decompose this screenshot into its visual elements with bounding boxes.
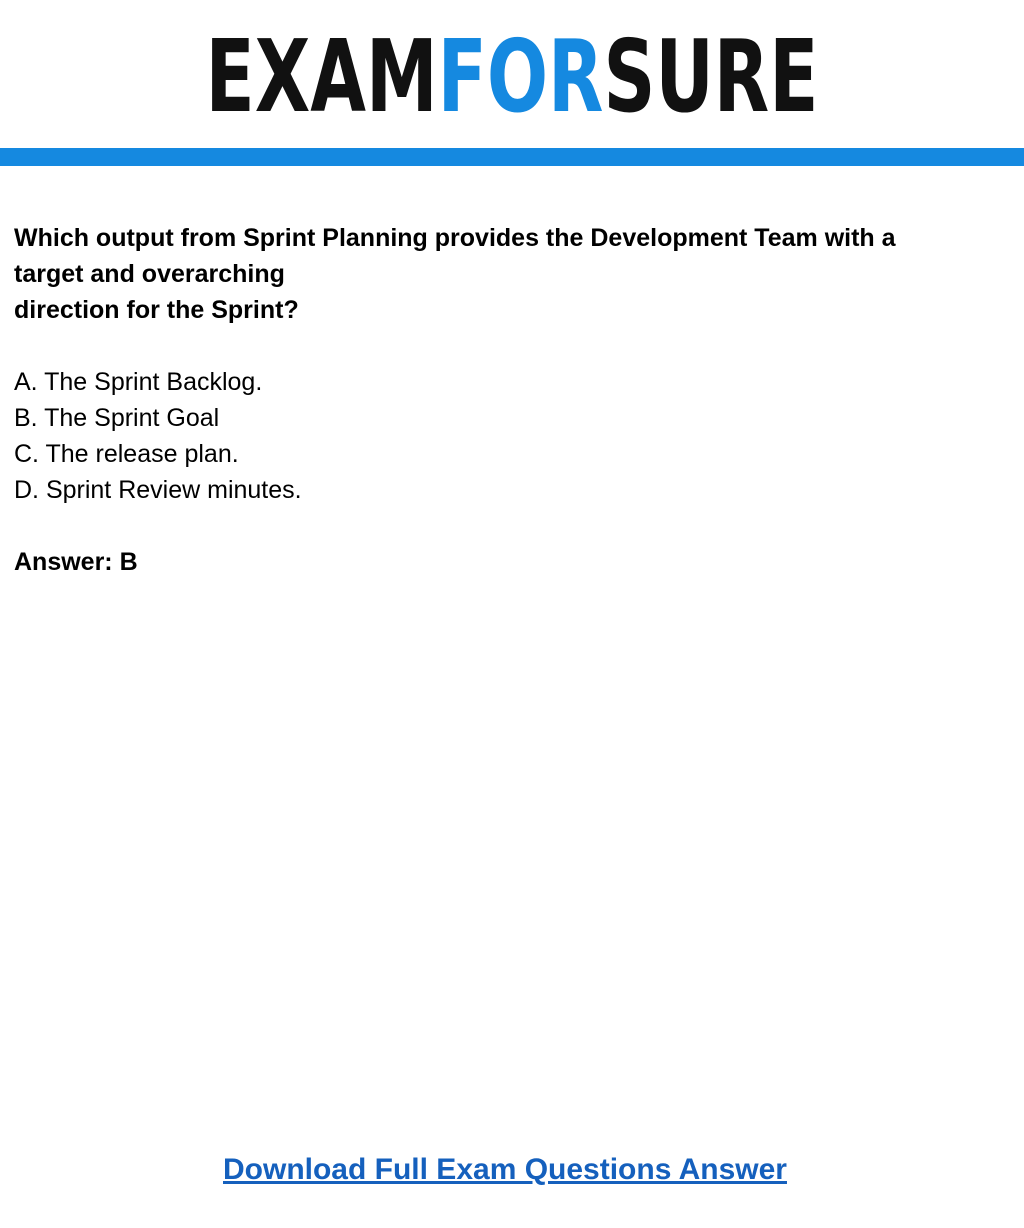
option-d: D. Sprint Review minutes. xyxy=(14,476,302,504)
brand-logo xyxy=(143,18,880,135)
download-link[interactable]: Download Full Exam Questions Answer xyxy=(223,1153,787,1186)
logo-part-exam: EXAM xyxy=(205,18,438,135)
option-b: B. The Sprint Goal xyxy=(14,404,220,432)
correct-answer: Answer: B xyxy=(14,548,138,576)
logo-part-sure: SURE xyxy=(603,18,819,135)
header-divider xyxy=(0,148,1024,166)
question-text xyxy=(14,220,1004,328)
question-line: target and overarching xyxy=(14,260,285,288)
question-line: Which output from Sprint Planning provides the Development Team with a xyxy=(14,224,896,252)
logo-part-for: FOR xyxy=(437,18,604,135)
question-block xyxy=(14,220,1004,580)
option-a: A. The Sprint Backlog. xyxy=(14,368,263,396)
option-c: C. The release plan. xyxy=(14,440,239,468)
answer-options xyxy=(14,364,1004,508)
question-line: direction for the Sprint? xyxy=(14,296,299,324)
download-section xyxy=(0,1150,1010,1190)
